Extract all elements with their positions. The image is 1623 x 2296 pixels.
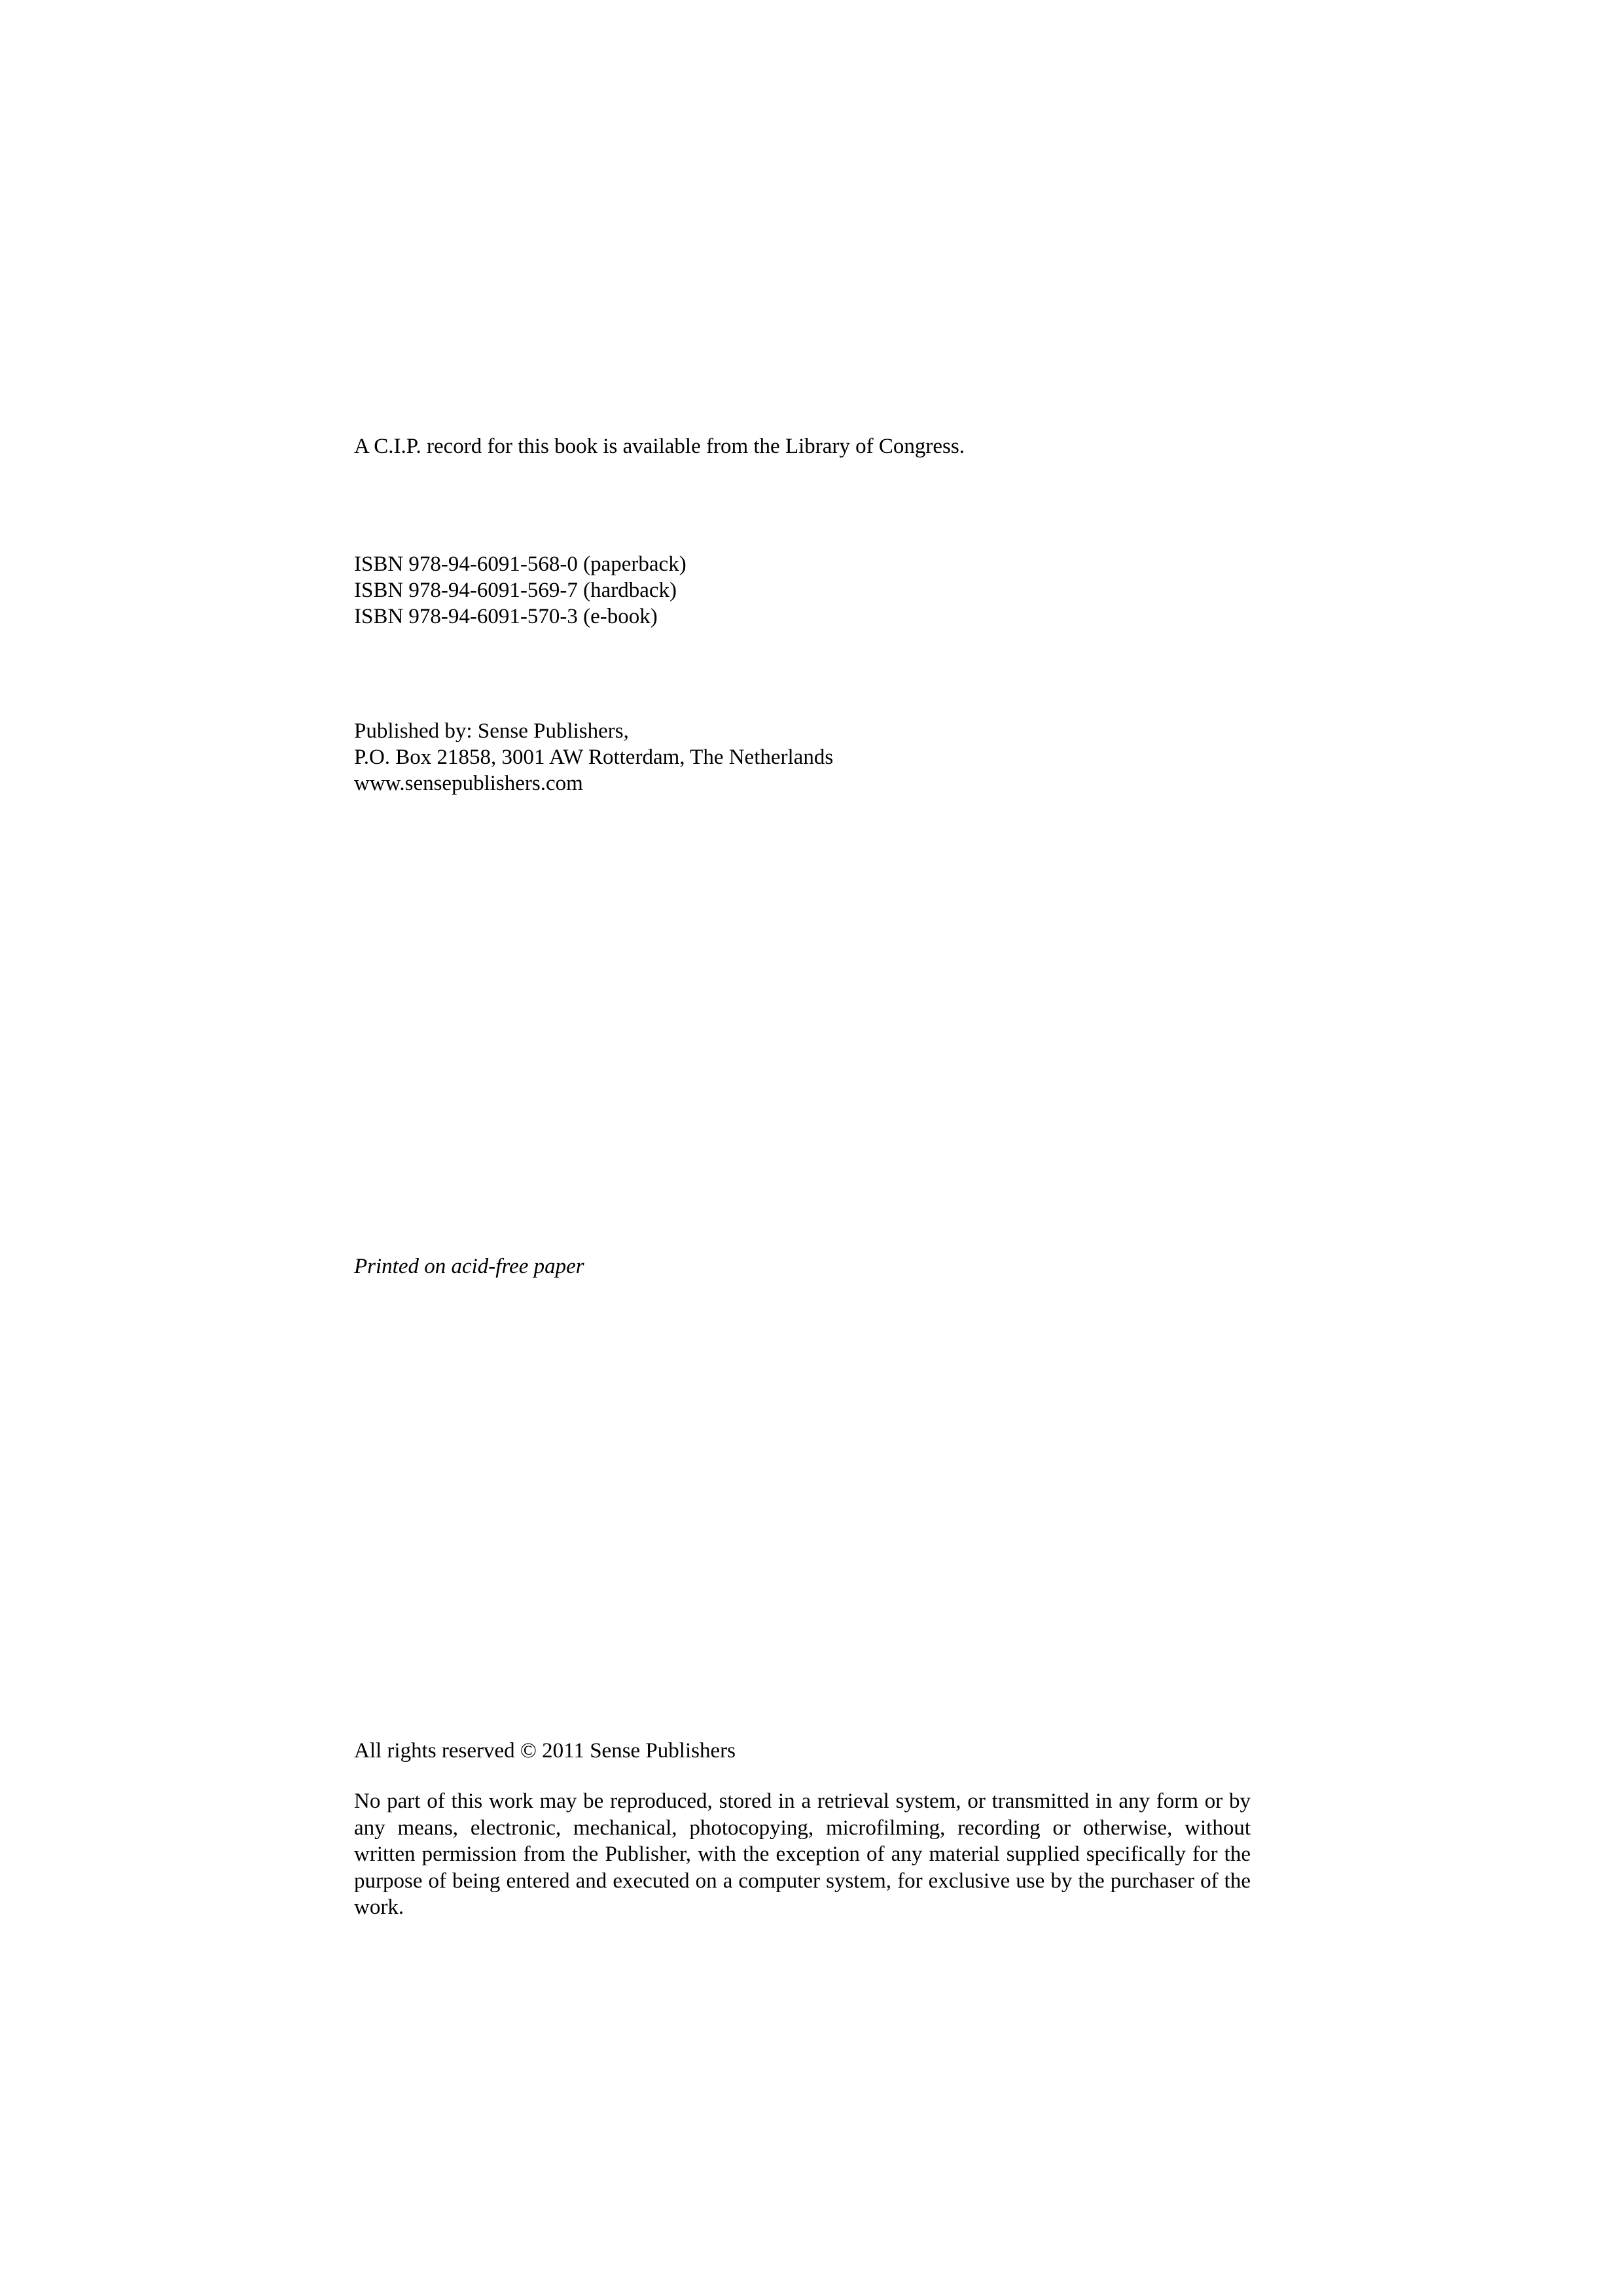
printed-on-paper-text: Printed on acid-free paper [354, 1255, 584, 1278]
publisher-info [354, 718, 1251, 797]
isbn-ebook: ISBN 978-94-6091-570-3 (e-book) [354, 605, 658, 628]
isbn-hardback: ISBN 978-94-6091-569-7 (hardback) [354, 579, 677, 602]
rights-reserved-text: All rights reserved © 2011 Sense Publishers [354, 1739, 736, 1763]
isbn-paperback: ISBN 978-94-6091-568-0 (paperback) [354, 552, 687, 576]
printing-note [354, 1253, 1251, 1280]
isbn-list [354, 551, 1251, 630]
publisher-address: P.O. Box 21858, 3001 AW Rotterdam, The Netherlands [354, 745, 834, 769]
cip-record-statement [354, 433, 1251, 459]
copyright-statement [354, 1738, 1251, 1764]
publisher-website: www.sensepublishers.com [354, 772, 583, 795]
publisher-name: Published by: Sense Publishers, [354, 719, 629, 743]
cip-record-text: A C.I.P. record for this book is available from the Library of Congress. [354, 435, 965, 458]
reproduction-notice: No part of this work may be reproduced, stored in a retrieval system, or transmitted in any form or by any means, electronic, mechanical, photocopying, microfilming, recording or otherwise, without written permission from the Publisher, with the exception of any material supplied specifically for the purpose of being entered and executed on a computer system, for exclusive use by the purchaser of the work. [354, 1789, 1251, 1919]
